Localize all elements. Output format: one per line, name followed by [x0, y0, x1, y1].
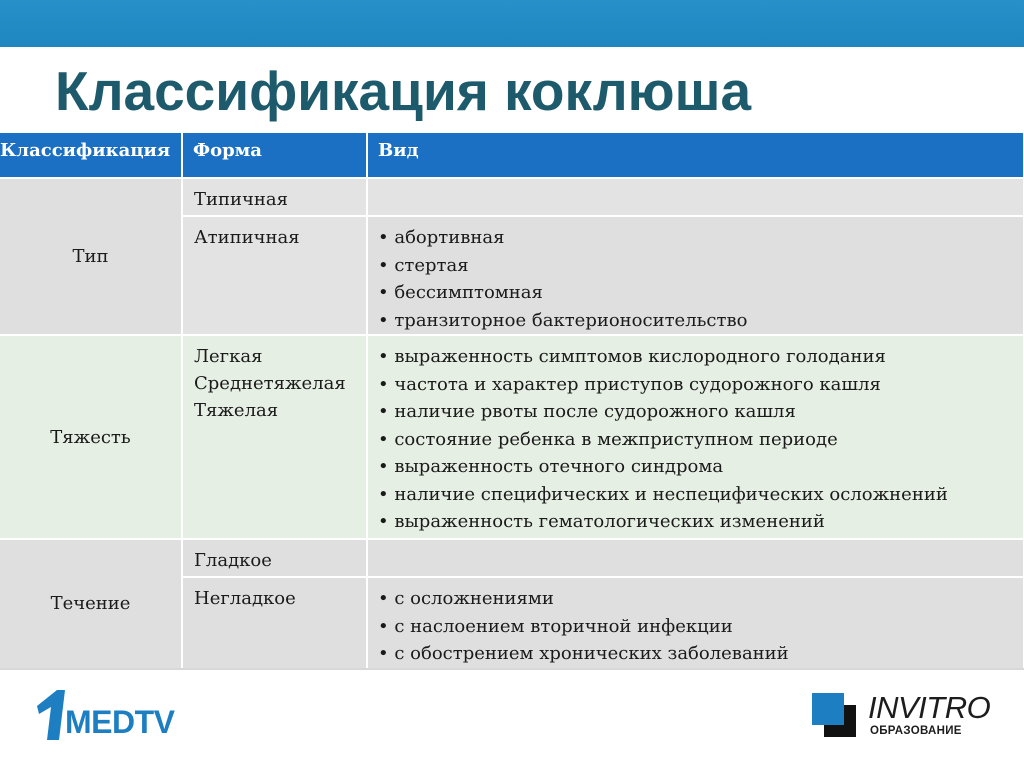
table-row [0, 178, 1024, 216]
list-item: • с наслоением вторичной инфекции [378, 613, 1023, 641]
form-cell [182, 178, 367, 216]
list-item: • транзиторное бактерионосительство [378, 307, 1023, 335]
form-cell [182, 577, 367, 669]
view-cell [367, 178, 1024, 216]
form-cell [182, 539, 367, 577]
list-item: • состояние ребенка в межприступном периоде [378, 426, 1023, 454]
category-cell: Тяжесть [0, 335, 182, 539]
view-list [378, 585, 1023, 668]
list-item: • частота и характер приступов судорожного кашля [378, 371, 1023, 399]
list-item: • выраженность гематологических изменений [378, 508, 1023, 536]
list-item: • с осложнениями [378, 585, 1023, 613]
list-item: • стертая [378, 252, 1023, 280]
list-item: • наличие рвоты после судорожного кашля [378, 398, 1023, 426]
invitro-logo [812, 690, 1002, 745]
form-label: Легкая [194, 346, 263, 367]
category-cell: Течение [0, 539, 182, 669]
list-item: • бессимптомная [378, 279, 1023, 307]
footer-divider [0, 668, 1024, 670]
invitro-logo-text: INVITRO [868, 690, 991, 725]
top-accent-bar [0, 0, 1024, 47]
list-item: • наличие специфических и неспецифических осложнений [378, 481, 1023, 509]
view-cell [367, 577, 1024, 669]
list-item: • выраженность симптомов кислородного голодания [378, 343, 1023, 371]
view-list [378, 224, 1023, 334]
form-label: Атипичная [194, 227, 300, 248]
form-label: Негладкое [194, 588, 296, 609]
invitro-square-icon [812, 693, 856, 737]
column-header-classification: Классификация [0, 133, 182, 178]
view-cell [367, 335, 1024, 539]
medtv-logo-text: MEDTV [65, 704, 175, 740]
table-row [0, 335, 1024, 539]
category-cell: Тип [0, 178, 182, 335]
medtv-number-icon [35, 690, 69, 742]
form-cell [182, 335, 367, 539]
form-cell [182, 216, 367, 335]
form-label: Среднетяжелая [194, 373, 346, 394]
column-header-form: Форма [182, 133, 367, 178]
form-label: Тяжелая [194, 400, 279, 421]
form-label: Типичная [194, 189, 288, 210]
view-list [378, 343, 1023, 536]
column-header-view: Вид [367, 133, 1024, 178]
table-header-row [0, 133, 1024, 178]
view-cell [367, 539, 1024, 577]
list-item: • с обострением хронических заболеваний [378, 640, 1023, 668]
list-item: • абортивная [378, 224, 1023, 252]
view-cell [367, 216, 1024, 335]
list-item: • выраженность отечного синдрома [378, 453, 1023, 481]
classification-table [0, 133, 1024, 670]
form-label: Гладкое [194, 550, 272, 571]
medtv-logo [35, 690, 185, 745]
slide-title: Классификация коклюша [55, 60, 752, 122]
table-row [0, 539, 1024, 577]
invitro-logo-subtext: ОБРАЗОВАНИЕ [870, 725, 962, 737]
